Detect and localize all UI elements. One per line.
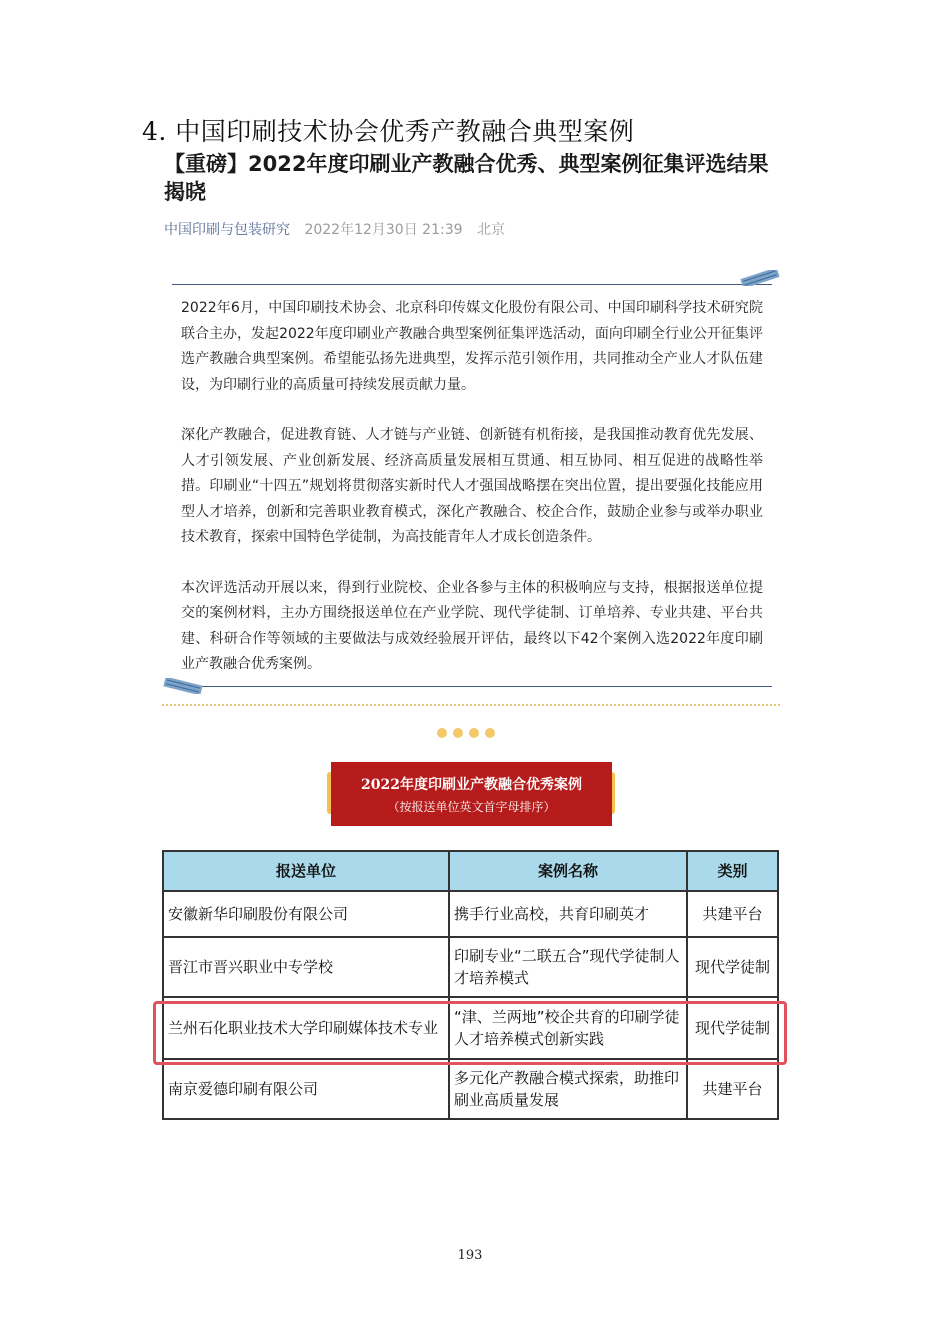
table-row xyxy=(162,938,779,998)
cell-unit: 兰州石化职业技术大学印刷媒体技术专业 xyxy=(164,998,450,1058)
cases-banner xyxy=(331,762,612,826)
header-unit: 报送单位 xyxy=(164,852,450,890)
banner-subtitle: （按报送单位英文首字母排序） xyxy=(387,800,556,814)
cell-case: 多元化产教融合模式探索，助推印刷业高质量发展 xyxy=(450,1060,688,1118)
highlight-box xyxy=(153,1001,787,1065)
cell-unit: 安徽新华印刷股份有限公司 xyxy=(164,892,450,936)
tape-decoration-icon xyxy=(163,678,203,694)
intro-paragraph: 深化产教融合，促进教育链、人才链与产业链、创新链有机衔接，是我国推动教育优先发展、人才引领发展、产业创新发展、经济高质量发展相互贯通、相互协同、相互促进的战略性举措。印刷业“十四五”规划将贯彻落实新时代人才强国战略摆在突出位置，提出要强化技能应用型人才培养，创新和完善职业教育模式，深化产教融合、校企合作，鼓励企业参与或举办职业技术教育，探索中国特色学徒制，为高技能青年人才成长创造条件。 xyxy=(181,427,763,545)
article-title: 【重磅】2022年度印刷业产教融合优秀、典型案例征集评选结果揭晓 xyxy=(164,152,769,204)
cell-category: 共建平台 xyxy=(702,1080,763,1098)
cell-category: 现代学徒制 xyxy=(694,958,770,976)
intro-paragraph: 2022年6月，中国印刷技术协会、北京科印传媒文化股份有限公司、中国印刷科学技术研究院联合主办，发起2022年度印刷业产教融合典型案例征集评选活动，面向印刷全行业公开征集评选产教融合典型案例。希望能弘扬先进典型，发挥示范引领作用，共同推动全产业人才队伍建设，为印刷行业的高质量可持续发展贡献力量。 xyxy=(181,300,763,393)
cell-unit: 晋江市晋兴职业中专学校 xyxy=(164,938,450,996)
source-link[interactable]: 中国印刷与包装研究 xyxy=(164,222,290,238)
top-divider xyxy=(172,284,772,285)
publish-location: 北京 xyxy=(476,222,505,238)
cell-case: 携手行业高校，共育印刷英才 xyxy=(450,892,688,936)
intro-text xyxy=(181,296,763,703)
dots-decoration-icon xyxy=(437,728,495,738)
table-header-row xyxy=(162,850,779,892)
cases-table xyxy=(162,850,779,1120)
page-number: 193 xyxy=(457,1248,483,1263)
tape-decoration-icon xyxy=(740,270,780,286)
section-heading: 4. 中国印刷技术协会优秀产教融合典型案例 xyxy=(142,117,635,146)
table-row xyxy=(162,1060,779,1120)
dotted-divider xyxy=(162,704,780,706)
cell-case: 印刷专业“二联五合”现代学徒制人才培养模式 xyxy=(450,938,688,996)
banner-title: 2022年度印刷业产教融合优秀案例 xyxy=(361,777,582,793)
header-category: 类别 xyxy=(717,862,748,880)
cell-category: 现代学徒制 xyxy=(694,1019,770,1037)
cell-category: 共建平台 xyxy=(702,905,763,923)
header-case: 案例名称 xyxy=(450,852,688,890)
table-row xyxy=(162,892,779,938)
publish-date: 2022年12月30日 21:39 xyxy=(304,222,463,238)
cell-case: “津、兰两地”校企共育的印刷学徒人才培养模式创新实践 xyxy=(450,998,688,1058)
cell-unit: 南京爱德印刷有限公司 xyxy=(164,1060,450,1118)
article-meta xyxy=(164,219,505,239)
bottom-divider xyxy=(172,686,772,687)
intro-paragraph: 本次评选活动开展以来，得到行业院校、企业各参与主体的积极响应与支持，根据报送单位提交的案例材料，主办方围绕报送单位在产业学院、现代学徒制、订单培养、专业共建、平台共建、科研合作等领域的主要做法与成效经验展开评估，最终以下42个案例入选2022年度印刷业产教融合优秀案例。 xyxy=(181,579,763,672)
